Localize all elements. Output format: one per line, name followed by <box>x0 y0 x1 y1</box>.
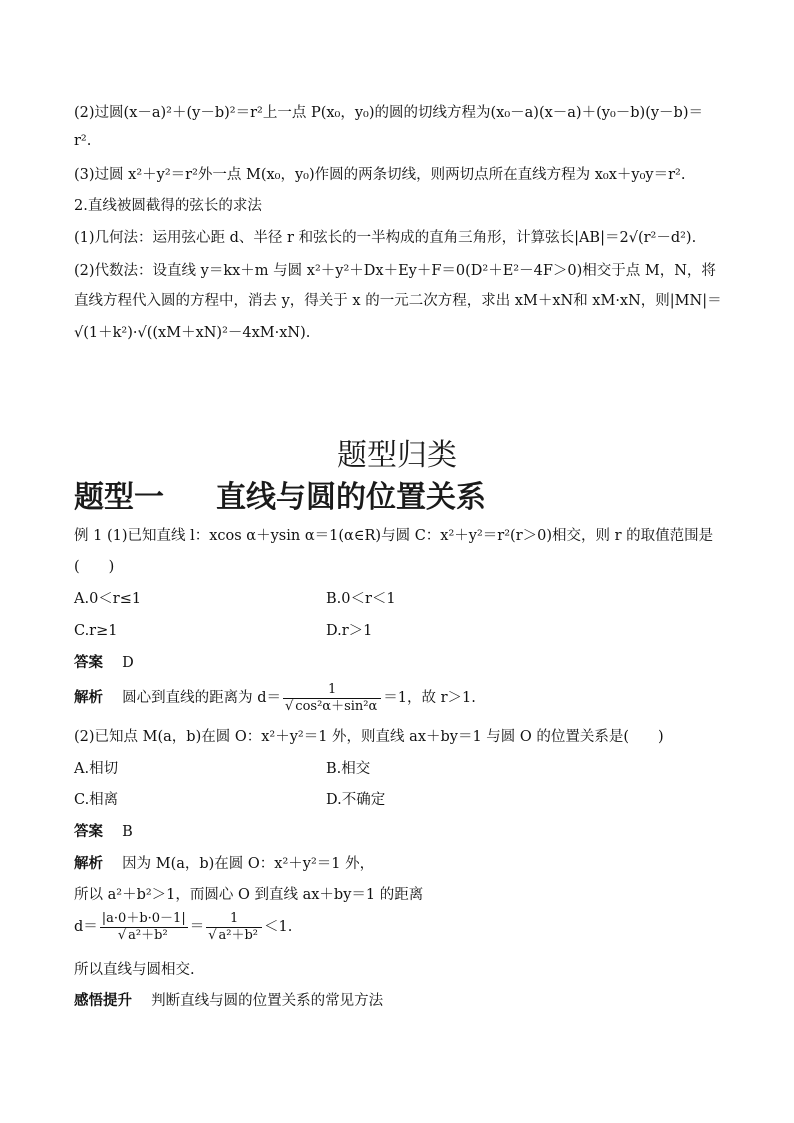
fraction <box>100 911 188 944</box>
question-stem: (2)已知点 M(a，b)在圆 O：x²＋y²＝1 外，则直线 ax＋by＝1 与圆 O 的位置关系是( ) <box>74 729 664 745</box>
tip-text: 判断直线与圆的位置关系的常见方法 <box>151 993 384 1009</box>
option-c: C.相离 <box>74 792 119 808</box>
option-d: D.r＞1 <box>326 623 373 639</box>
fraction <box>206 911 262 944</box>
tip-row <box>74 991 724 1011</box>
tip-label: 感悟提升 <box>74 992 132 1009</box>
text-line: √(1＋k²)·√((xM＋xN)²－4xM·xN). <box>74 325 311 341</box>
text-line: 2.直线被圆截得的弦长的求法 <box>74 198 262 214</box>
fraction-denominator: √ cos²α＋sin²α <box>285 698 378 714</box>
analysis-row <box>74 680 724 716</box>
sqrt-content: a²＋b² <box>128 927 168 943</box>
formula-text: ＝ <box>189 919 205 935</box>
fraction-numerator: 1 <box>206 911 262 928</box>
option-b: B.相交 <box>326 761 371 777</box>
formula-text: d＝ <box>74 919 98 935</box>
analysis-text: 因为 M(a，b)在圆 O：x²＋y²＝1 外， <box>122 856 375 872</box>
answer-label: 答案 <box>74 654 103 671</box>
text-line: (1)几何法：运用弦心距 d、半径 r 和弦长的一半构成的直角三角形，计算弦长|AB|＝2√(r²－d²). <box>74 230 697 246</box>
analysis-label: 解析 <box>74 689 103 706</box>
analysis-text: ＝1，故 r＞1. <box>383 690 476 706</box>
answer-value: D <box>122 655 134 671</box>
formula-row <box>74 905 724 949</box>
question-stem: 例 1 (1)已知直线 l：xcos α＋ysin α＝1(α∈R)与圆 C：x²＋y²＝r²(r＞0)相交，则 r 的取值范围是 <box>74 528 714 544</box>
option-a: A.0＜r≤1 <box>74 591 142 607</box>
fraction-numerator: 1 <box>283 682 381 699</box>
fraction-numerator: |a·0＋b·0－1| <box>101 910 186 926</box>
text-line: r². <box>74 133 92 149</box>
answer-row <box>74 653 724 673</box>
text-line: 直线方程代入圆的方程中，消去 y，得关于 x 的一元二次方程，求出 xM＋xN和 xM·xN，则|MN|＝ <box>74 293 722 309</box>
text-line: (3)过圆 x²＋y²＝r²外一点 M(x₀，y₀)作圆的两条切线，则两切点所在直线方程为 x₀x＋y₀y＝r². <box>74 167 686 183</box>
option-a: A.相切 <box>74 761 119 777</box>
type-label: 题型一 <box>74 480 164 515</box>
option-b: B.0＜r＜1 <box>326 591 396 607</box>
answer-value: B <box>122 824 133 840</box>
type-title: 直线与圆的位置关系 <box>216 480 486 515</box>
sqrt-content: a²＋b² <box>218 927 259 943</box>
analysis-label: 解析 <box>74 855 103 872</box>
type-heading <box>74 478 486 518</box>
fraction <box>283 682 381 715</box>
option-d: D.不确定 <box>326 792 386 808</box>
answer-label: 答案 <box>74 823 103 840</box>
section-title: 题型归类 <box>337 438 457 473</box>
formula-text: ＜1. <box>264 919 293 935</box>
analysis-text: 所以 a²＋b²＞1，而圆心 O 到直线 ax＋by＝1 的距离 <box>74 887 424 903</box>
fraction-denominator: √ a²＋b² <box>117 927 168 943</box>
analysis-text: 所以直线与圆相交. <box>74 962 195 978</box>
fraction-denominator: √ a²＋b² <box>208 927 259 943</box>
text-line: (2)过圆(x－a)²＋(y－b)²＝r²上一点 P(x₀，y₀)的圆的切线方程为(x₀－a)(x－a)＋(y₀－b)(y－b)＝ <box>74 105 703 121</box>
analysis-row <box>74 854 724 874</box>
analysis-text: 圆心到直线的距离为 d＝ <box>122 690 281 706</box>
answer-row <box>74 822 724 842</box>
sqrt-content: cos²α＋sin²α <box>295 698 378 714</box>
option-c: C.r≥1 <box>74 623 118 639</box>
text-line: (2)代数法：设直线 y＝kx＋m 与圆 x²＋y²＋Dx＋Ey＋F＝0(D²＋E²－4F＞0)相交于点 M，N，将 <box>74 263 716 279</box>
question-stem: ( ) <box>74 559 115 575</box>
